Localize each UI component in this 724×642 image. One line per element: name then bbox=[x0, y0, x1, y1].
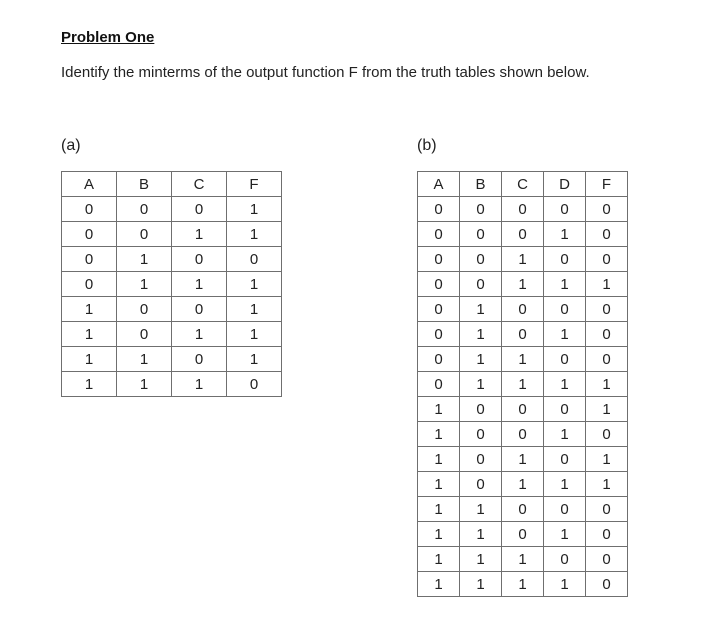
truth-table-b bbox=[417, 171, 628, 597]
table-cell: 0 bbox=[172, 197, 227, 222]
table-cell: 0 bbox=[62, 197, 117, 222]
table-cell: 1 bbox=[418, 422, 460, 447]
column-header-f: F bbox=[586, 172, 628, 197]
table-cell: 0 bbox=[227, 247, 282, 272]
table-cell: 0 bbox=[586, 197, 628, 222]
table-cell: 1 bbox=[586, 397, 628, 422]
table-cell: 0 bbox=[586, 422, 628, 447]
table-cell: 1 bbox=[117, 247, 172, 272]
table-cell: 0 bbox=[586, 497, 628, 522]
table-cell: 1 bbox=[227, 197, 282, 222]
column-header-c: C bbox=[502, 172, 544, 197]
table-row bbox=[418, 247, 628, 272]
table-row bbox=[418, 547, 628, 572]
table-cell: 1 bbox=[460, 297, 502, 322]
table-cell: 0 bbox=[418, 347, 460, 372]
table-cell: 0 bbox=[502, 522, 544, 547]
table-row bbox=[418, 447, 628, 472]
table-cell: 0 bbox=[502, 222, 544, 247]
table-cell: 0 bbox=[544, 447, 586, 472]
table-cell: 0 bbox=[586, 222, 628, 247]
table-cell: 1 bbox=[418, 447, 460, 472]
table-row bbox=[418, 572, 628, 597]
table-cell: 1 bbox=[227, 222, 282, 247]
table-cell: 1 bbox=[460, 547, 502, 572]
table-cell: 0 bbox=[62, 272, 117, 297]
table-cell: 0 bbox=[117, 222, 172, 247]
table-cell: 1 bbox=[502, 247, 544, 272]
table-cell: 0 bbox=[586, 322, 628, 347]
table-header-row bbox=[62, 172, 282, 197]
table-cell: 1 bbox=[117, 347, 172, 372]
table-cell: 1 bbox=[586, 372, 628, 397]
table-cell: 0 bbox=[460, 247, 502, 272]
table-cell: 0 bbox=[586, 572, 628, 597]
table-cell: 1 bbox=[502, 447, 544, 472]
table-row bbox=[418, 522, 628, 547]
table-cell: 0 bbox=[117, 297, 172, 322]
table-b-label: (b) bbox=[417, 137, 437, 154]
table-row bbox=[62, 222, 282, 247]
table-cell: 1 bbox=[62, 297, 117, 322]
table-cell: 0 bbox=[460, 222, 502, 247]
table-cell: 1 bbox=[586, 272, 628, 297]
table-row bbox=[62, 347, 282, 372]
table-cell: 1 bbox=[418, 472, 460, 497]
table-row bbox=[418, 472, 628, 497]
table-row bbox=[418, 297, 628, 322]
table-cell: 1 bbox=[502, 472, 544, 497]
table-cell: 0 bbox=[544, 247, 586, 272]
table-cell: 0 bbox=[117, 197, 172, 222]
table-cell: 1 bbox=[172, 222, 227, 247]
table-cell: 1 bbox=[460, 497, 502, 522]
table-cell: 0 bbox=[544, 397, 586, 422]
table-row bbox=[418, 197, 628, 222]
table-row bbox=[418, 397, 628, 422]
table-row bbox=[418, 497, 628, 522]
column-header-f: F bbox=[227, 172, 282, 197]
table-cell: 1 bbox=[586, 447, 628, 472]
table-cell: 0 bbox=[227, 372, 282, 397]
table-cell: 0 bbox=[460, 447, 502, 472]
column-header-a: A bbox=[62, 172, 117, 197]
table-cell: 1 bbox=[544, 372, 586, 397]
table-cell: 1 bbox=[227, 322, 282, 347]
truth-table-a bbox=[61, 171, 282, 397]
table-cell: 0 bbox=[586, 297, 628, 322]
table-cell: 0 bbox=[418, 247, 460, 272]
table-cell: 0 bbox=[418, 297, 460, 322]
problem-title: Problem One bbox=[61, 29, 155, 46]
table-cell: 1 bbox=[172, 272, 227, 297]
table-cell: 1 bbox=[117, 272, 172, 297]
column-header-a: A bbox=[418, 172, 460, 197]
table-cell: 0 bbox=[460, 197, 502, 222]
table-cell: 1 bbox=[460, 522, 502, 547]
table-cell: 1 bbox=[418, 522, 460, 547]
table-cell: 1 bbox=[62, 322, 117, 347]
table-cell: 1 bbox=[62, 347, 117, 372]
table-cell: 0 bbox=[418, 197, 460, 222]
table-cell: 1 bbox=[227, 272, 282, 297]
table-cell: 0 bbox=[460, 272, 502, 297]
table-cell: 1 bbox=[460, 322, 502, 347]
table-cell: 0 bbox=[172, 347, 227, 372]
table-cell: 0 bbox=[544, 547, 586, 572]
table-cell: 0 bbox=[62, 247, 117, 272]
column-header-d: D bbox=[544, 172, 586, 197]
table-cell: 0 bbox=[544, 347, 586, 372]
table-cell: 0 bbox=[586, 522, 628, 547]
table-header-row bbox=[418, 172, 628, 197]
table-row bbox=[62, 297, 282, 322]
table-cell: 1 bbox=[502, 347, 544, 372]
table-row bbox=[418, 322, 628, 347]
table-cell: 0 bbox=[460, 472, 502, 497]
table-cell: 1 bbox=[418, 497, 460, 522]
table-row bbox=[418, 222, 628, 247]
table-cell: 1 bbox=[544, 522, 586, 547]
table-cell: 1 bbox=[502, 547, 544, 572]
table-cell: 0 bbox=[502, 322, 544, 347]
table-cell: 1 bbox=[544, 422, 586, 447]
table-cell: 1 bbox=[418, 572, 460, 597]
table-row bbox=[418, 372, 628, 397]
table-cell: 0 bbox=[117, 322, 172, 347]
table-cell: 0 bbox=[502, 497, 544, 522]
table-cell: 1 bbox=[586, 472, 628, 497]
table-cell: 1 bbox=[502, 372, 544, 397]
table-cell: 1 bbox=[544, 472, 586, 497]
table-row bbox=[62, 247, 282, 272]
table-cell: 0 bbox=[544, 497, 586, 522]
column-header-b: B bbox=[117, 172, 172, 197]
table-cell: 1 bbox=[544, 322, 586, 347]
column-header-c: C bbox=[172, 172, 227, 197]
table-cell: 0 bbox=[502, 397, 544, 422]
table-cell: 1 bbox=[544, 272, 586, 297]
table-cell: 1 bbox=[544, 572, 586, 597]
table-cell: 1 bbox=[502, 572, 544, 597]
table-row bbox=[62, 197, 282, 222]
table-cell: 1 bbox=[460, 572, 502, 597]
table-a-label: (a) bbox=[61, 137, 81, 154]
table-cell: 0 bbox=[172, 297, 227, 322]
table-row bbox=[418, 422, 628, 447]
table-cell: 1 bbox=[227, 347, 282, 372]
table-cell: 1 bbox=[172, 372, 227, 397]
table-cell: 1 bbox=[418, 397, 460, 422]
table-cell: 0 bbox=[502, 297, 544, 322]
table-cell: 0 bbox=[62, 222, 117, 247]
table-cell: 0 bbox=[460, 397, 502, 422]
table-cell: 1 bbox=[460, 372, 502, 397]
table-cell: 1 bbox=[460, 347, 502, 372]
table-cell: 0 bbox=[418, 222, 460, 247]
table-cell: 1 bbox=[117, 372, 172, 397]
table-row bbox=[62, 372, 282, 397]
table-cell: 0 bbox=[460, 422, 502, 447]
table-cell: 0 bbox=[586, 247, 628, 272]
table-cell: 1 bbox=[172, 322, 227, 347]
table-cell: 0 bbox=[586, 347, 628, 372]
table-cell: 1 bbox=[544, 222, 586, 247]
table-cell: 1 bbox=[418, 547, 460, 572]
table-cell: 0 bbox=[544, 197, 586, 222]
column-header-b: B bbox=[460, 172, 502, 197]
table-cell: 1 bbox=[227, 297, 282, 322]
table-cell: 0 bbox=[418, 322, 460, 347]
table-cell: 1 bbox=[62, 372, 117, 397]
table-cell: 0 bbox=[418, 272, 460, 297]
table-cell: 0 bbox=[544, 297, 586, 322]
table-cell: 0 bbox=[172, 247, 227, 272]
table-row bbox=[62, 322, 282, 347]
table-row bbox=[418, 272, 628, 297]
instructions-text: Identify the minterms of the output function F from the truth tables shown below. bbox=[61, 64, 590, 81]
table-cell: 1 bbox=[502, 272, 544, 297]
table-cell: 0 bbox=[502, 197, 544, 222]
table-cell: 0 bbox=[502, 422, 544, 447]
table-cell: 0 bbox=[586, 547, 628, 572]
table-cell: 0 bbox=[418, 372, 460, 397]
table-row bbox=[62, 272, 282, 297]
table-row bbox=[418, 347, 628, 372]
